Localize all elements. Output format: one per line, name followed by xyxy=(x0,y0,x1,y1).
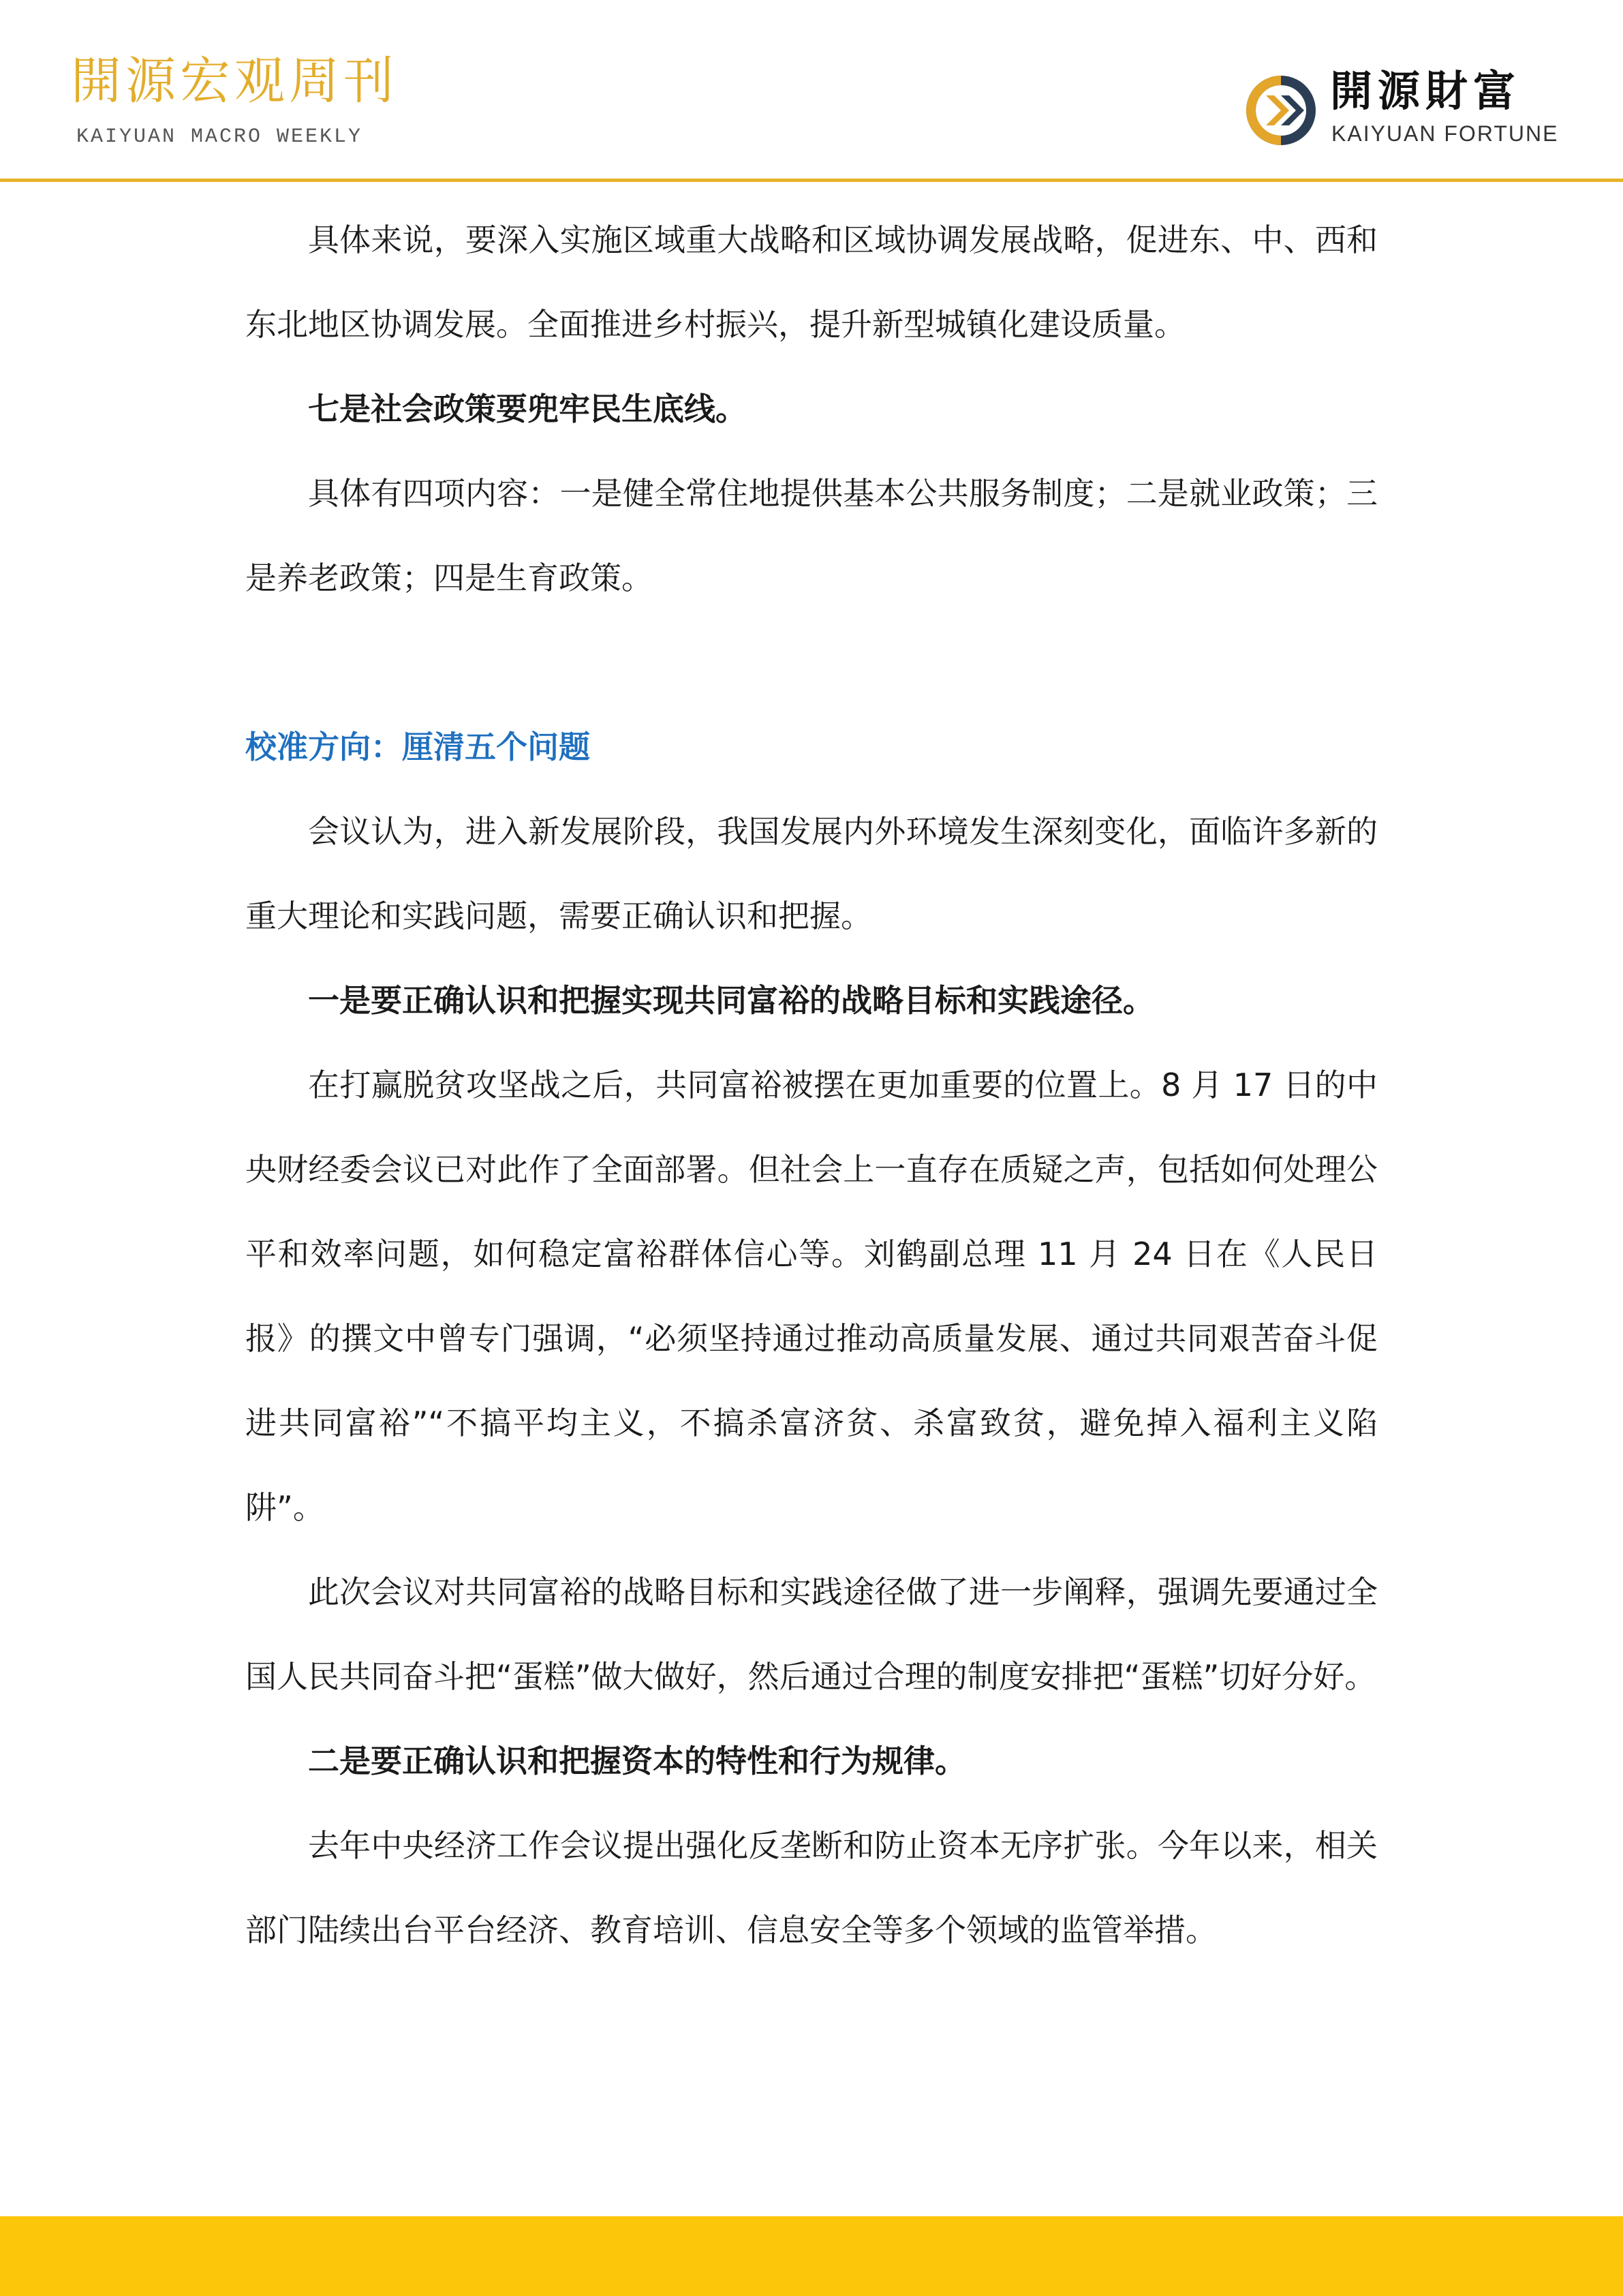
paragraph: 此次会议对共同富裕的战略目标和实践途径做了进一步阐释，强调先要通过全国人民共同奋斗把“蛋糕”做大做好，然后通过合理的制度安排把“蛋糕”切好分好。 xyxy=(245,1574,1378,1695)
header-divider xyxy=(0,179,1623,182)
paragraph: 具体来说，要深入实施区域重大战略和区域协调发展战略，促进东、中、西和东北地区协调发展。全面推进乡村振兴，提升新型城镇化建设质量。 xyxy=(245,221,1378,343)
bold-paragraph: 二是要正确认识和把握资本的特性和行为规律。 xyxy=(308,1743,966,1779)
paragraph: 具体有四项内容：一是健全常住地提供基本公共服务制度；二是就业政策；三是养老政策；四是生育政策。 xyxy=(245,475,1378,596)
logo-text-en: KAIYUAN FORTUNE xyxy=(1331,121,1559,146)
paragraph: 会议认为，进入新发展阶段，我国发展内外环境发生深刻变化，面临许多新的重大理论和实践问题，需要正确认识和把握。 xyxy=(245,813,1378,934)
bold-paragraph: 一是要正确认识和把握实现共同富裕的战略目标和实践途径。 xyxy=(308,982,1154,1019)
footer-bar xyxy=(0,2216,1623,2296)
logo-text-cn: 開源財富 xyxy=(1330,66,1521,116)
spacer xyxy=(245,620,1378,705)
article-body xyxy=(245,198,1378,1972)
brand-title-en: KAIYUAN MACRO WEEKLY xyxy=(76,125,363,149)
company-logo xyxy=(1243,68,1563,150)
section-title: 校准方向：厘清五个问题 xyxy=(245,729,590,765)
kaiyuan-fortune-logo-icon xyxy=(1243,72,1319,149)
brand-title-cn: 開源宏观周刊 xyxy=(71,52,398,110)
page-header xyxy=(0,0,1623,180)
paragraph: 在打赢脱贫攻坚战之后，共同富裕被摆在更加重要的位置上。8 月 17 日的中央财经委会议已对此作了全面部署。但社会上一直存在质疑之声，包括如何处理公平和效率问题，如何稳定富裕群体信心等。刘鹤副总理 11 月 24 日在《人民日报》的撰文中曾专门强调，“必须坚持通过推动高质量发展、通过共同艰苦奋斗促进共同富裕”“不搞平均主义，不搞杀富济贫、杀富致贫，避免掉入福利主义陷阱”。 xyxy=(245,1067,1378,1526)
paragraph: 去年中央经济工作会议提出强化反垄断和防止资本无序扩张。今年以来，相关部门陆续出台平台经济、教育培训、信息安全等多个领域的监管举措。 xyxy=(245,1827,1378,1948)
bold-paragraph: 七是社会政策要兜牢民生底线。 xyxy=(308,391,747,427)
